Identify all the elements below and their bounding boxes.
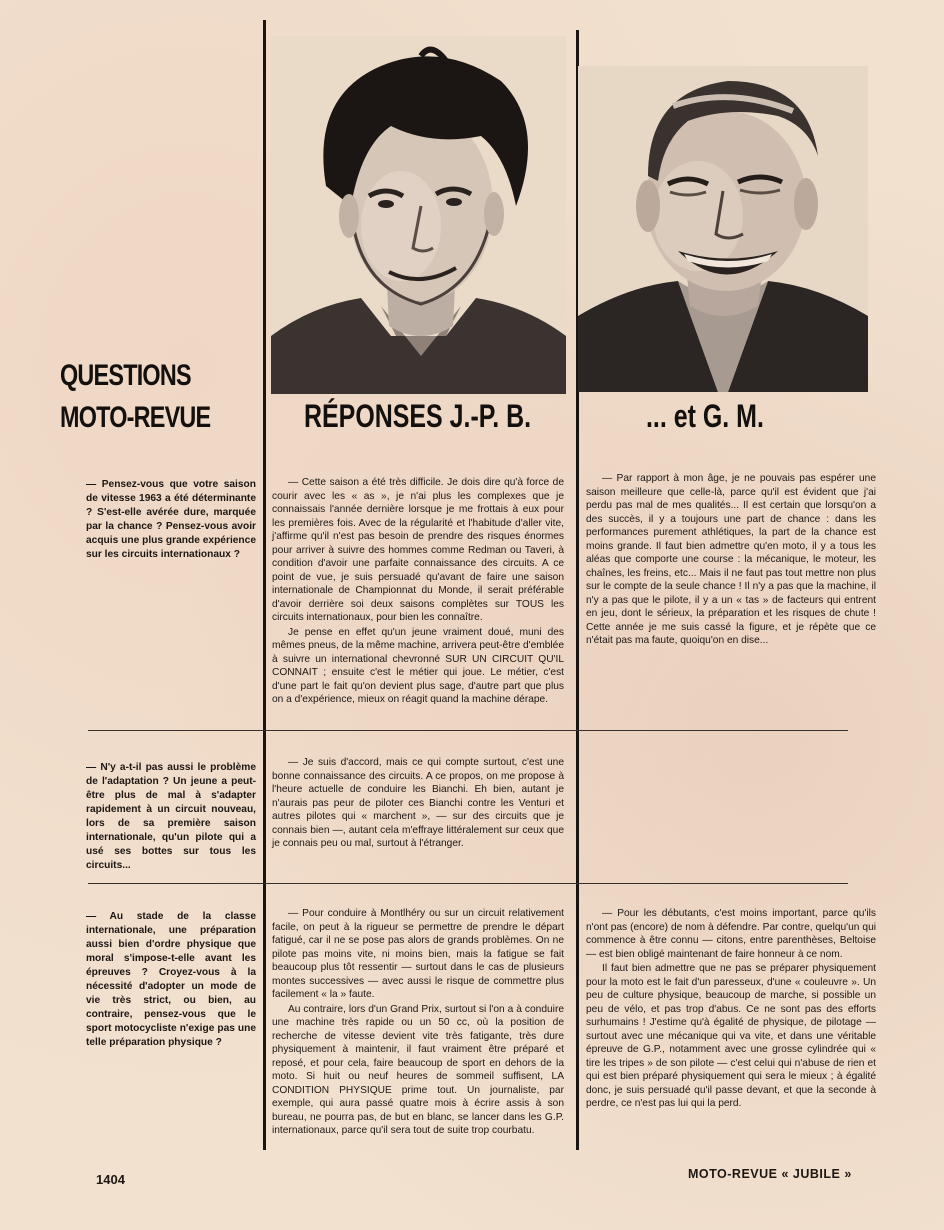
answer-gm-3 (586, 907, 876, 1111)
answer-jpb-2 (272, 756, 564, 851)
answer-gm-1 (586, 472, 876, 648)
answer-jpb-1-paragraph: Je pense en effet qu'un jeune vraiment doué, muni des mêmes pneus, de la même machine, arrivera peut-être d'emblée à suivre un international chevronné SUR UN CIRCUIT QU'IL CONNAIT ; ensuite c'est le métier qui joue. Le métier, c'est d'une part le fait qu'on devient plus sage, d'autre part que plus on a d'expérience, mieux on réagit quand la machine dérape. (272, 626, 564, 705)
answer-gm-1-paragraph: — Par rapport à mon âge, je ne pouvais pas espérer une saison meilleure que celle-là, parce qu'il est évident que j'ai perdu pas mal de mes qualités... Il est certain que lorsqu'on a des succès, il y a toujours une part de chance : dans les performances purement athlétiques, la part de la chance est moins grande. Il faut bien admettre qu'en moto, il y a tous les aléas que comporte une course : la mécanique, le moteur, les chaînes, les freins, etc... Mais il ne faut pas tout mettre non plus sur le compte de la seule chance ! Il n'y a pas que la machine, il n'y a pas que le pilote, il y a un « tas » de facteurs qui entrent en jeu, dont le sérieux, la préparation et les risques de chute ! Cette année je me suis cassé la figure, et je répète que ce n'était pas ma faute, quoiqu'on en dise... (586, 473, 876, 646)
questions-title (60, 355, 216, 439)
questions-title-line2: MOTO-REVUE (60, 401, 211, 434)
answer-jpb-3 (272, 907, 564, 1138)
portrait-gm-illustration (578, 66, 868, 392)
question-2: — N'y a-t-il pas aussi le problème de l'adaptation ? Un jeune a peut-être plus de mal à s'adapter rapidement à un circuit nouveau, lors de sa première saison internationale, qu'un pilote qui a usé ses bottes sur tous les circuits... (86, 762, 256, 871)
answer-jpb-1 (272, 476, 564, 707)
row-rule-1 (88, 730, 848, 731)
question-1: — Pensez-vous que votre saison de vitesse 1963 a été déterminante ? S'est-elle avérée dure, marquée par la chance ? Pensez-vous avoir acquis une plus grande expérience sur les circuits internationaux ? (86, 479, 256, 560)
row-rule-2 (88, 883, 848, 884)
page-number: 1404 (96, 1172, 125, 1187)
question-3: — Au stade de la classe internationale, une préparation aussi bien d'ordre physique que moral s'impose-t-elle avant les épreuves ? Croyez-vous à la nécessité d'adopter un mode de vie très strict, ou bien, au contraire, pensez-vous que le sport motocycliste n'exige pas une telle préparation physique ? (86, 911, 256, 1048)
column-rule-left (263, 20, 266, 1150)
portrait-jpb-illustration (271, 36, 566, 394)
portrait-photo-jpb (271, 36, 566, 394)
portrait-photo-gm (578, 66, 868, 392)
questions-title-line1: QUESTIONS (60, 359, 191, 392)
answer-jpb-2-paragraph: — Je suis d'accord, mais ce qui compte surtout, c'est une bonne connaissance des circuits. A ce propos, on me propose à l'heure actuelle de conduire les Bianchi. Eh bien, autant je n'aurais pas peur de piloter ces Bianchi contre les Venturi et autres pilotes qui « marchent », — sur des circuits que je connais bien —, autant cela m'effraye littéralement sur ceux que je connais peu ou mal, surtout à l'étranger. (272, 757, 564, 849)
answer-jpb-1-paragraph: — Cette saison a été très difficile. Je dois dire qu'à force de courir avec les « as », je n'ai plus les complexes que je connaissais l'année dernière lorsque je me frottais à eux pour les premières fois. Avec de la régularité et l'habitude d'aller vite, j'affirme qu'il n'est pas besoin de prendre des risques énormes pour arriver à suivre des hommes comme Redman ou Taveri, à condition d'avoir une parfaite connaissance des circuits. A ce point de vue, je suis persuadé qu'avant de faire une saison internationale de Championnat du Monde, il serait préférable d'avoir derrière soi deux saisons complètes sur TOUS les circuits internationaux, pour bien les connaître. (272, 477, 564, 623)
answer-gm-3-paragraph: — Pour les débutants, c'est moins important, parce qu'ils n'ont pas (encore) de nom à défendre. Par contre, quelqu'un qui commence à être connu — citons, entre parenthèses, Beltoise — est bien obligé maintenant de faire honneur à ce nom. (586, 908, 876, 960)
answer-gm-3-paragraph: Il faut bien admettre que ne pas se préparer physiquement pour la moto est le fait d'un paresseux, d'une « couleuvre ». Un peu de culture physique, beaucoup de marche, si possible un peu de vélo, et pas trop d'abus. Ce ne sont pas des efforts surhumains ! J'estime qu'à égalité de physique, de pilotage — surtout avec une mécanique qui va vite, et dans une véritable épreuve de G.P., notamment avec une grosse cylindrée qui « tire les tripes » de son pilote — c'est celui qui n'abuse de rien et qui est bien préparé physiquement qui sera le mieux ; à égalité donc, je suis persuadé qu'il passe devant, et que la seconde à perdre, ce n'est pas lui qui la perd. (586, 963, 876, 1109)
answer-jpb-3-paragraph: — Pour conduire à Montlhéry ou sur un circuit relativement facile, on peut à la rigueur se permettre de prendre le départ fatigué, car il ne se pose pas alors de grands problèmes. On ne pilote pas moins vite, ni moins bien, mais la fatigue se fait beaucoup plus tôt ressentir — surtout dans le cas de plusieurs montes successives — avec aussi le risque de commettre plus facilement « la » faute. (272, 908, 564, 1000)
publication-footer: MOTO-REVUE « JUBILE » (688, 1167, 852, 1181)
answers-jpb-title: RÉPONSES J.-P. B. (304, 398, 532, 434)
answers-gm-title: ... et G. M. (646, 398, 764, 434)
answer-jpb-3-paragraph: Au contraire, lors d'un Grand Prix, surtout si l'on a à conduire une machine très rapide ou un 50 cc, où la position de recherche de vitesse devient vite très fatigante, très dure physiquement à maintenir, il faut vraiment être préparé et reposé, et pour cela, faire beaucoup de sport en dehors de la moto. Si huit ou neuf heures de sommeil suffisent, LA CONDITION PHYSIQUE prime tout. Un journaliste, par exemple, qui aura passé quatre mois à écrire assis à son bureau, ne pourra pas, de but en blanc, se lancer dans les G.P. internationaux, parce qu'il sera tout de suite trop courbatu. (272, 1003, 564, 1136)
